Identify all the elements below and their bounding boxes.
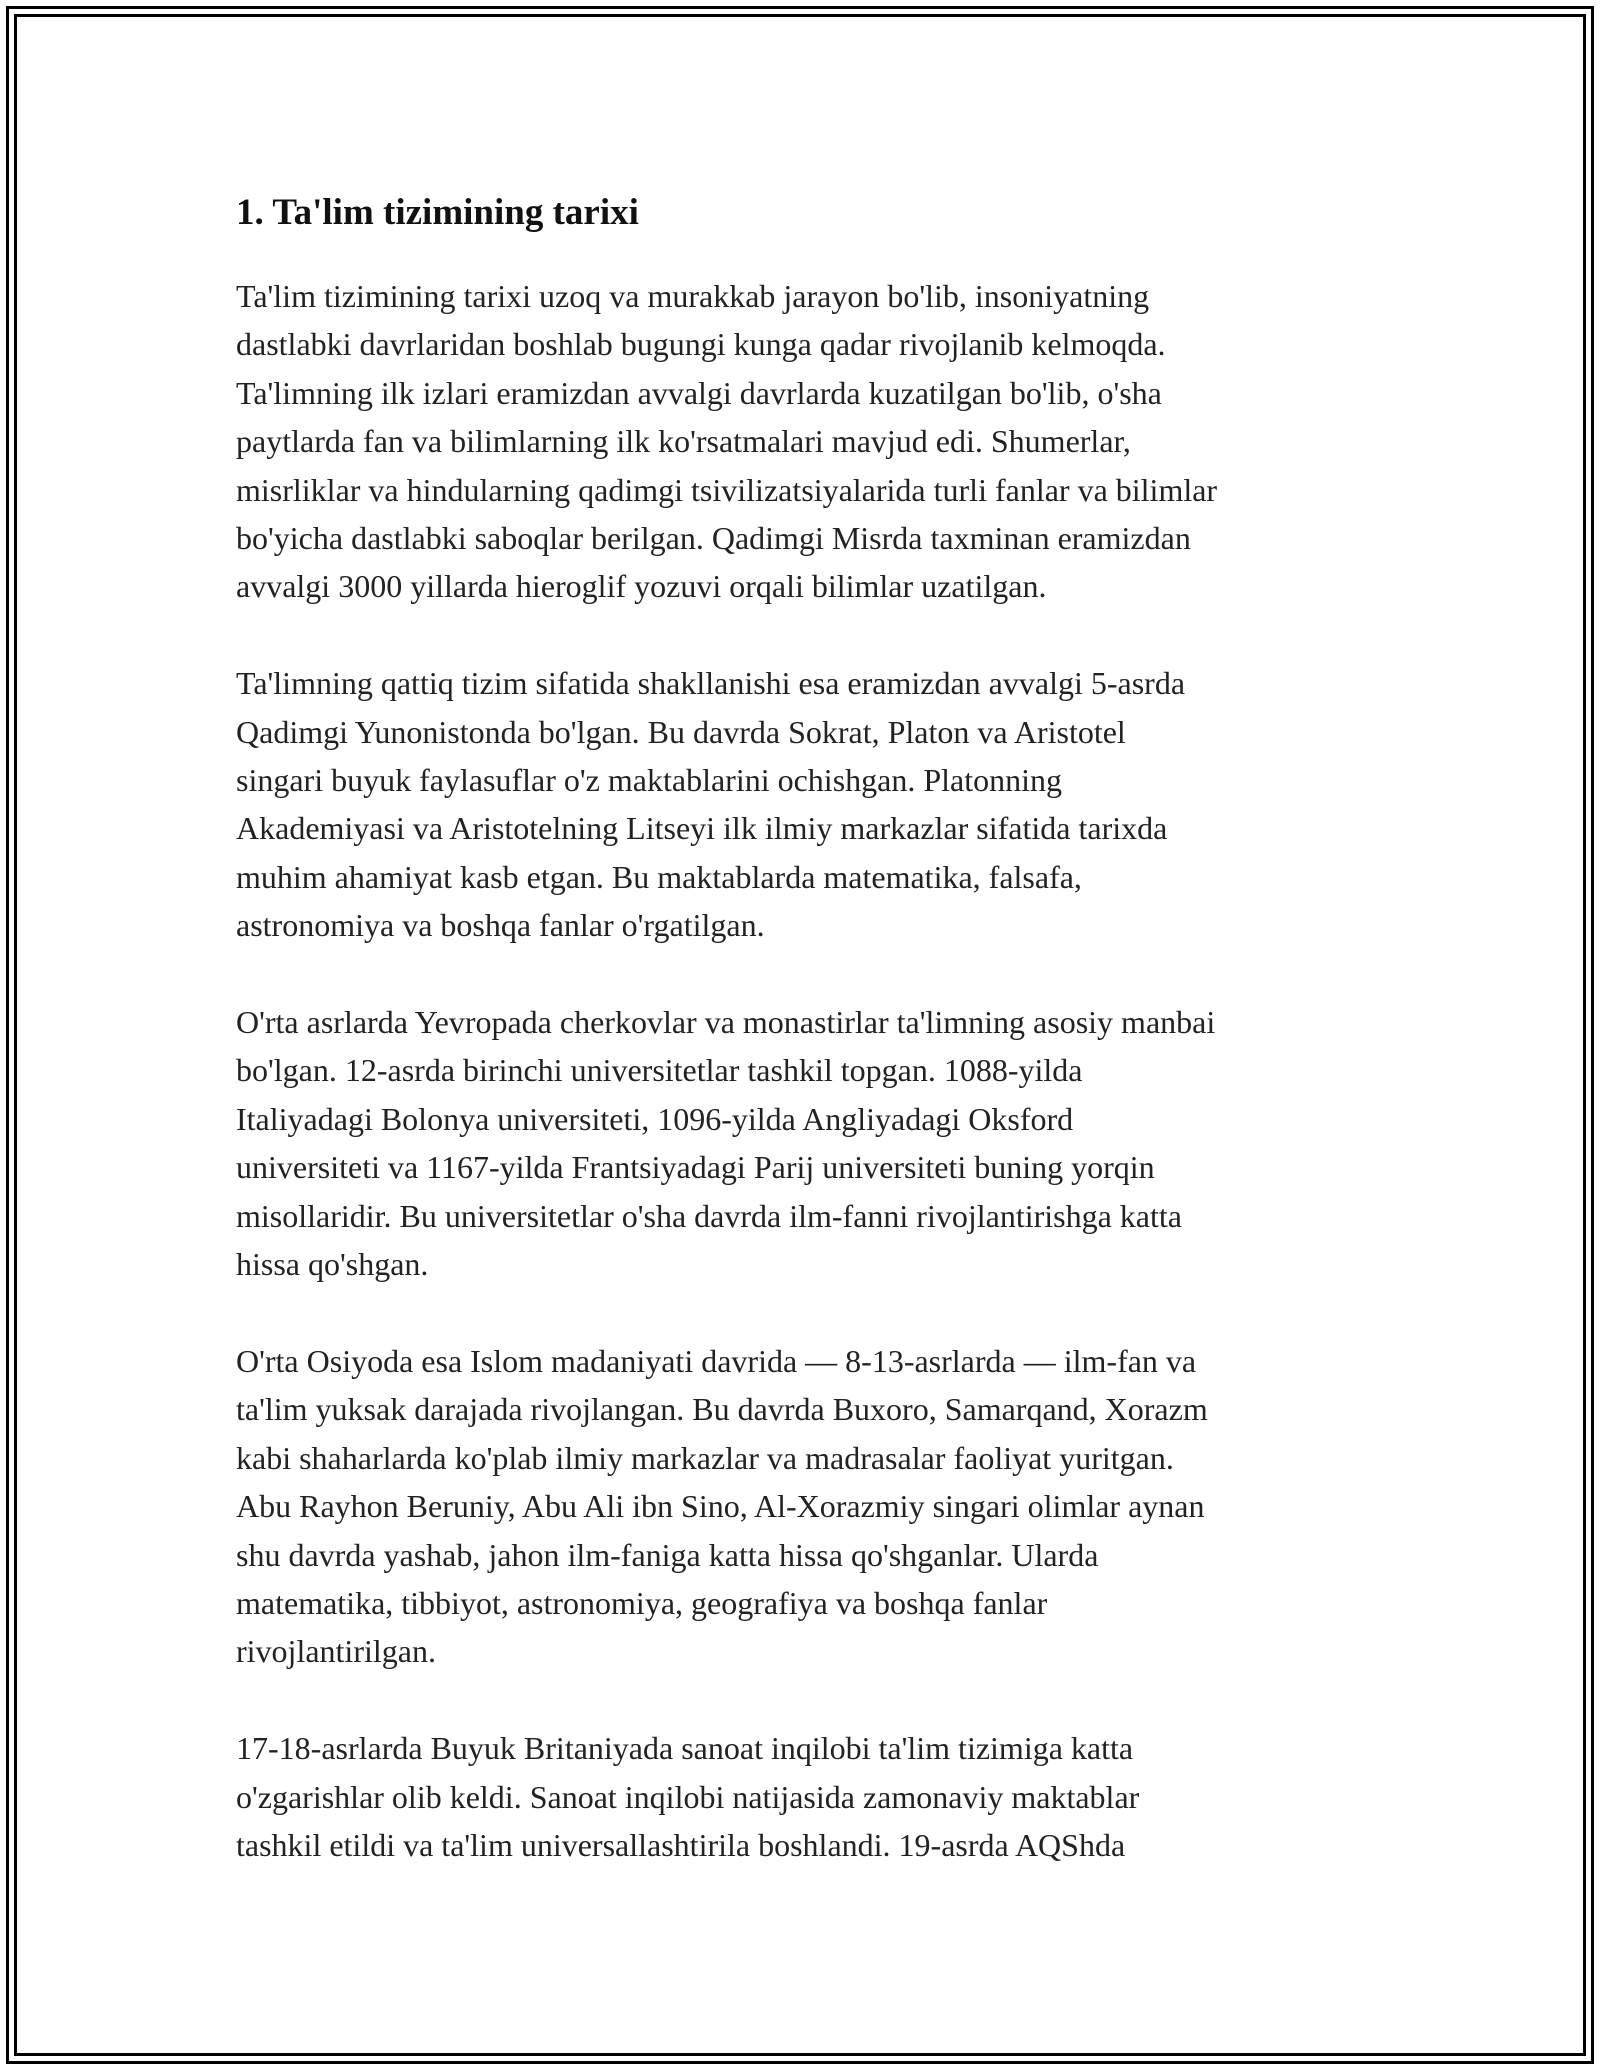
text-line: Ta'limning ilk izlari eramizdan avvalgi davrlarda kuzatilgan bo'lib, o'sha: [236, 374, 1162, 411]
text-line: dastlabki davrlaridan boshlab bugungi kunga qadar rivojlanib kelmoqda.: [236, 326, 1166, 363]
text-line: universiteti va 1167-yilda Frantsiyadagi Parij universiteti buning yorqin: [236, 1149, 1155, 1186]
text-line: tashkil etildi va ta'lim universallashtirila boshlandi. 19-asrda AQShda: [236, 1826, 1126, 1863]
text-line: hissa qo'shgan.: [236, 1246, 429, 1283]
text-line: o'zgarishlar olib keldi. Sanoat inqilobi natijasida zamonaviy maktablar: [236, 1778, 1140, 1815]
text-line: muhim ahamiyat kasb etgan. Bu maktablarda matematika, falsafa,: [236, 858, 1082, 895]
text-line: O'rta asrlarda Yevropada cherkovlar va monastirlar ta'limning asosiy manbai: [236, 1004, 1216, 1041]
paragraph-industrial-revolution: [236, 1724, 1366, 1869]
text-line: paytlarda fan va bilimlarning ilk ko'rsatmalari mavjud edi. Shumerlar,: [236, 423, 1131, 460]
text-line: bo'lgan. 12-asrda birinchi universitetlar tashkil topgan. 1088-yilda: [236, 1052, 1083, 1089]
text-line: Qadimgi Yunonistonda bo'lgan. Bu davrda Sokrat, Platon va Aristotel: [236, 713, 1126, 750]
text-line: Ta'limning qattiq tizim sifatida shakllanishi esa eramizdan avvalgi 5-asrda: [236, 665, 1186, 702]
paragraph-central-asia: [236, 1337, 1366, 1676]
text-line: astronomiya va boshqa fanlar o'rgatilgan.: [236, 907, 765, 944]
text-line: Abu Rayhon Beruniy, Abu Ali ibn Sino, Al-Xorazmiy singari olimlar aynan: [236, 1488, 1205, 1525]
paragraph-ancient-greece: [236, 659, 1366, 949]
text-line: Italiyadagi Bolonya universiteti, 1096-yilda Angliyadagi Oksford: [236, 1100, 1074, 1137]
text-line: shu davrda yashab, jahon ilm-faniga katta hissa qo'shganlar. Ularda: [236, 1536, 1099, 1573]
text-line: O'rta Osiyoda esa Islom madaniyati davrida — 8-13-asrlarda — ilm-fan va: [236, 1342, 1197, 1379]
paragraph-middle-ages-europe: [236, 998, 1366, 1288]
section-title: 1. Ta'lim tizimining tarixi: [236, 192, 639, 233]
text-line: Ta'lim tizimining tarixi uzoq va murakkab jarayon bo'lib, insoniyatning: [236, 278, 1150, 314]
text-line: ta'lim yuksak darajada rivojlangan. Bu davrda Buxoro, Samarqand, Xorazm: [236, 1391, 1208, 1428]
text-line: avvalgi 3000 yillarda hieroglif yozuvi orqali bilimlar uzatilgan.: [236, 568, 1047, 605]
paragraph-ancient-origins: [236, 272, 1366, 611]
text-line: kabi shaharlarda ko'plab ilmiy markazlar va madrasalar faoliyat yuritgan.: [236, 1439, 1174, 1476]
text-line: singari buyuk faylasuflar o'z maktablarini ochishgan. Platonning: [236, 762, 1063, 799]
text-line: bo'yicha dastlabki saboqlar berilgan. Qadimgi Misrda taxminan eramizdan: [236, 520, 1191, 557]
text-line: matematika, tibbiyot, astronomiya, geografiya va boshqa fanlar: [236, 1584, 1048, 1621]
text-line: Akademiyasi va Aristotelning Litseyi ilk ilmiy markazlar sifatida tarixda: [236, 810, 1168, 847]
text-line: 17-18-asrlarda Buyuk Britaniyada sanoat inqilobi ta'lim tizimiga katta: [236, 1730, 1134, 1767]
text-line: misollaridir. Bu universitetlar o'sha davrda ilm-fanni rivojlantirishga katta: [236, 1197, 1182, 1234]
document-body: [236, 186, 1366, 1918]
text-line: rivojlantirilgan.: [236, 1633, 436, 1670]
text-line: misrliklar va hindularning qadimgi tsivilizatsiyalarida turli fanlar va bilimlar: [236, 471, 1218, 508]
